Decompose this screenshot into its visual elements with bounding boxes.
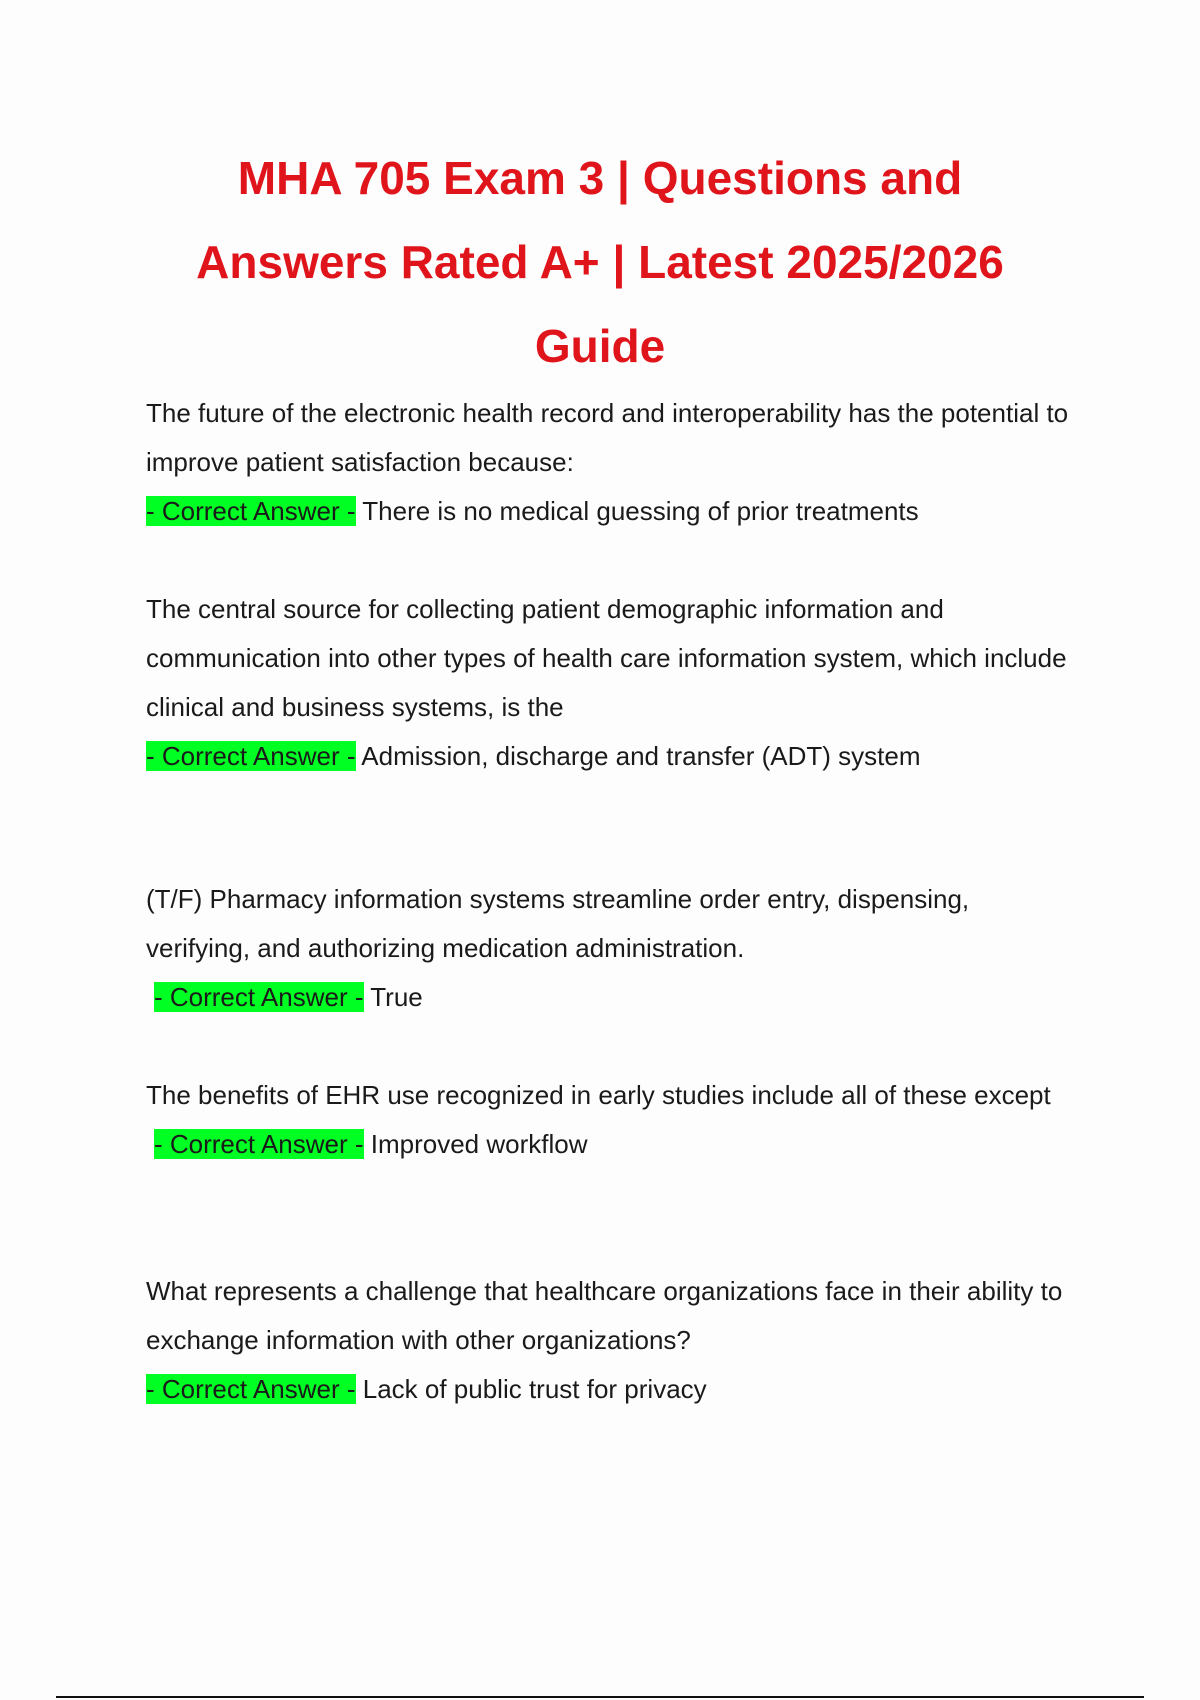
correct-answer-tag: - Correct Answer -	[146, 496, 356, 526]
answer-line	[146, 487, 1076, 536]
qa-item-3	[146, 875, 1076, 1022]
question-text: The benefits of EHR use recognized in early studies include all of these except	[146, 1080, 1051, 1110]
answer-text: Admission, discharge and transfer (ADT) system	[361, 741, 921, 771]
answer-text: True	[370, 982, 423, 1012]
answer-line	[146, 973, 1076, 1022]
qa-item-5	[146, 1267, 1076, 1414]
question-text: (T/F) Pharmacy information systems streamline order entry, dispensing, verifying, and authorizing medication administration.	[146, 884, 970, 963]
title-line-2: Answers Rated A+ | Latest 2025/2026	[196, 236, 1004, 288]
answer-text: Lack of public trust for privacy	[362, 1374, 707, 1404]
answer-line	[146, 732, 1076, 781]
qa-item-4	[146, 1071, 1076, 1169]
correct-answer-tag: - Correct Answer -	[154, 1129, 364, 1159]
question-text: What represents a challenge that healthcare organizations face in their ability to exchange information with other organizations?	[146, 1276, 1063, 1355]
correct-answer-tag: - Correct Answer -	[146, 741, 356, 771]
question-text: The central source for collecting patient demographic information and communication into other types of health care information system, which include clinical and business systems, is the	[146, 594, 1067, 722]
question-text: The future of the electronic health record and interoperability has the potential to improve patient satisfaction because:	[146, 398, 1069, 477]
footer-divider	[56, 1696, 1144, 1698]
title-line-1: MHA 705 Exam 3 | Questions and	[237, 152, 963, 204]
qa-item-2	[146, 585, 1076, 781]
answer-line	[146, 1365, 1076, 1414]
answer-text: Improved workflow	[370, 1129, 588, 1159]
correct-answer-tag: - Correct Answer -	[154, 982, 364, 1012]
title-line-3: Guide	[534, 320, 666, 372]
answer-text: There is no medical guessing of prior treatments	[362, 496, 919, 526]
document-title	[140, 136, 1060, 388]
qa-item-1	[146, 389, 1076, 536]
answer-line	[146, 1120, 1076, 1169]
correct-answer-tag: - Correct Answer -	[146, 1374, 356, 1404]
